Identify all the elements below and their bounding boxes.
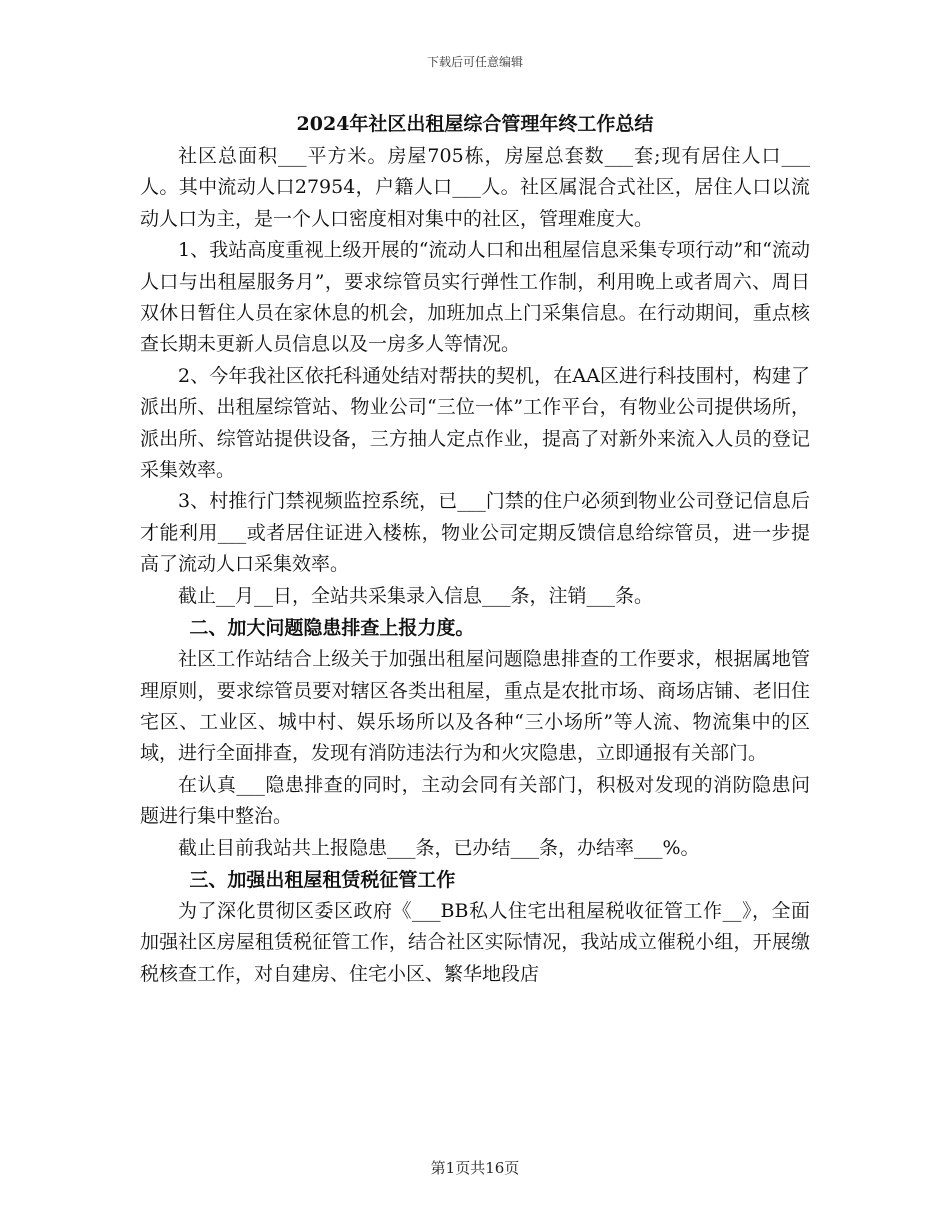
section-heading: 二、加大问题隐患排查上报力度。	[189, 617, 475, 640]
page-number: 第1页共16页	[430, 1159, 520, 1177]
paragraph: 社区工作站结合上级关于加强出租屋问题隐患排查的工作要求，根据属地管理原则，要求综管员要对辖区各类出租屋，重点是农批市场、商场店铺、老旧住宅区、工业区、城中村、娱乐场所以及各种“三小场所”等人流、物流集中的区域，进行全面排查，发现有消防违法行为和火灾隐患，立即通报有关部门。	[140, 648, 810, 765]
paragraph: 1、我站高度重视上级开展的“流动人口和出租屋信息采集专项行动”和“流动人口与出租屋服务月”，要求综管员实行弹性工作制，利用晚上或者周六、周日双休日暂住人员在家休息的机会，加班加点上门采集信息。在行动期间，重点核查长期未更新人员信息以及一房多人等情况。	[140, 239, 810, 356]
document-title: 2024年社区出租屋综合管理年终工作总结	[296, 113, 654, 135]
paragraph: 社区总面积___平方米。房屋705栋，房屋总套数___套;现有居住人口___人。其中流动人口27954，户籍人口___人。社区属混合式社区，居住人口以流动人口为主，是一个人口密度相对集中的社区，管理难度大。	[140, 145, 810, 230]
paragraph: 为了深化贯彻区委区政府《___BB私人住宅出租屋税收征管工作__》，全面加强社区房屋租赁税征管工作，结合社区实际情况，我站成立催税小组，开展缴税核查工作，对自建房、住宅小区、繁华地段店	[140, 899, 810, 985]
paragraph: 2、今年我社区依托科通处结对帮扶的契机，在AA区进行科技围村，构建了派出所、出租屋综管站、物业公司“三位一体”工作平台，有物业公司提供场所，派出所、综管站提供设备，三方抽人定点作业，提高了对新外来流入人员的登记采集效率。	[140, 364, 810, 482]
paragraph: 截止目前我站共上报隐患___条，已办结___条，办结率___%。	[178, 836, 700, 859]
paragraph: 在认真___隐患排查的同时，主动会同有关部门，积极对发现的消防隐患问题进行集中整治。	[140, 773, 810, 828]
document-body	[140, 107, 810, 990]
paragraph: 截止__月__日，全站共采集录入信息___条，注销___条。	[178, 584, 654, 607]
paragraph: 3、村推行门禁视频监控系统，已___门禁的住户必须到物业公司登记信息后才能利用___或者居住证进入楼栋，物业公司定期反馈信息给综管员，进一步提高了流动人口采集效率。	[140, 490, 810, 576]
header-note: 下载后可任意编辑	[426, 55, 523, 69]
section-heading: 三、加强出租屋租赁税征管工作	[189, 868, 456, 891]
